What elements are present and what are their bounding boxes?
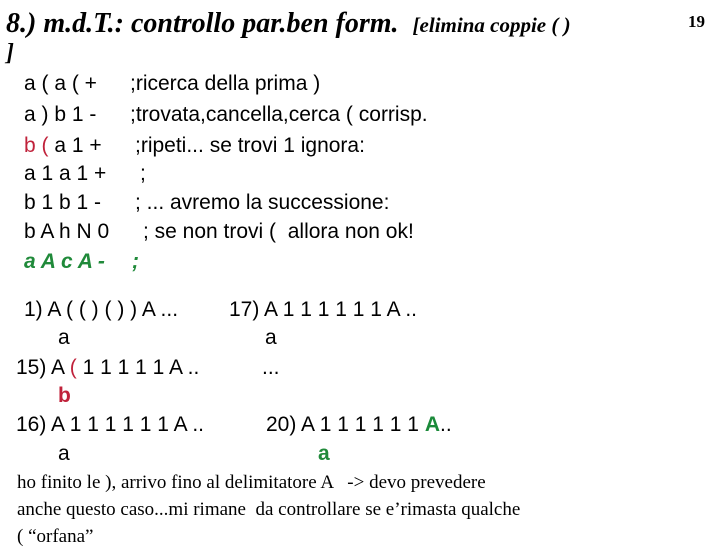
example-20-marked: A [424,413,440,436]
step-code: a ( a ( + [24,72,97,95]
title-main: 8.) m.d.T.: controllo par.ben form. [6,8,399,39]
example-20-tape [266,413,452,437]
slide-title [6,8,571,40]
example-17-head: a [265,326,277,349]
example-20-prefix: 20) A 1 1 1 1 1 1 [266,413,419,436]
step-code: a 1 a 1 + [24,162,107,185]
example-ellipsis: ... [262,356,280,379]
step-code-highlight: b ( [24,134,49,157]
title-sub: [elimina coppie ( ) [412,13,571,37]
step-code: a A c A - [24,250,105,273]
note-line-2: anche questo caso...mi rimane da controllare se e’rimasta qualche [17,499,521,520]
example-16-tape: 16) A 1 1 1 1 1 1 A .. [16,413,204,436]
step-code: b 1 b 1 - [24,191,102,214]
step-code-rest: a 1 + [48,134,102,157]
example-15-marked: ( [69,356,77,379]
step-comment: ; se non trovi ( allora non ok! [143,220,414,243]
example-1-tape: 1) A ( ( ) ( ) ) A ... [24,298,179,321]
example-15-rest: 1 1 1 1 1 A .. [82,356,200,379]
note-line-3: ( “orfana” [17,526,94,547]
step-comment: ; [140,162,146,185]
step-comment: ; [132,250,139,273]
step-code: a ) b 1 - [24,103,97,126]
example-16-head: a [58,442,70,465]
note-line-1: ho finito le ), arrivo fino al delimitatore A -> devo prevedere [17,472,486,493]
step-code [24,134,102,158]
example-15-head: b [58,384,71,407]
title-bracket: ] [6,40,14,66]
example-15-tape [16,356,199,380]
example-20-head: a [318,442,330,465]
step-comment: ;ripeti... se trovi 1 ignora: [135,134,365,157]
example-15-prefix: 15) A [16,356,64,379]
page-number: 19 [688,12,705,31]
example-20-rest: .. [439,413,452,436]
example-17-tape: 17) A 1 1 1 1 1 1 A .. [229,298,417,321]
example-1-head: a [58,326,70,349]
step-comment: ; ... avremo la successione: [135,191,390,214]
step-comment: ;trovata,cancella,cerca ( corrisp. [130,103,428,126]
step-code: b A h N 0 [24,220,110,243]
step-comment: ;ricerca della prima ) [130,72,321,95]
